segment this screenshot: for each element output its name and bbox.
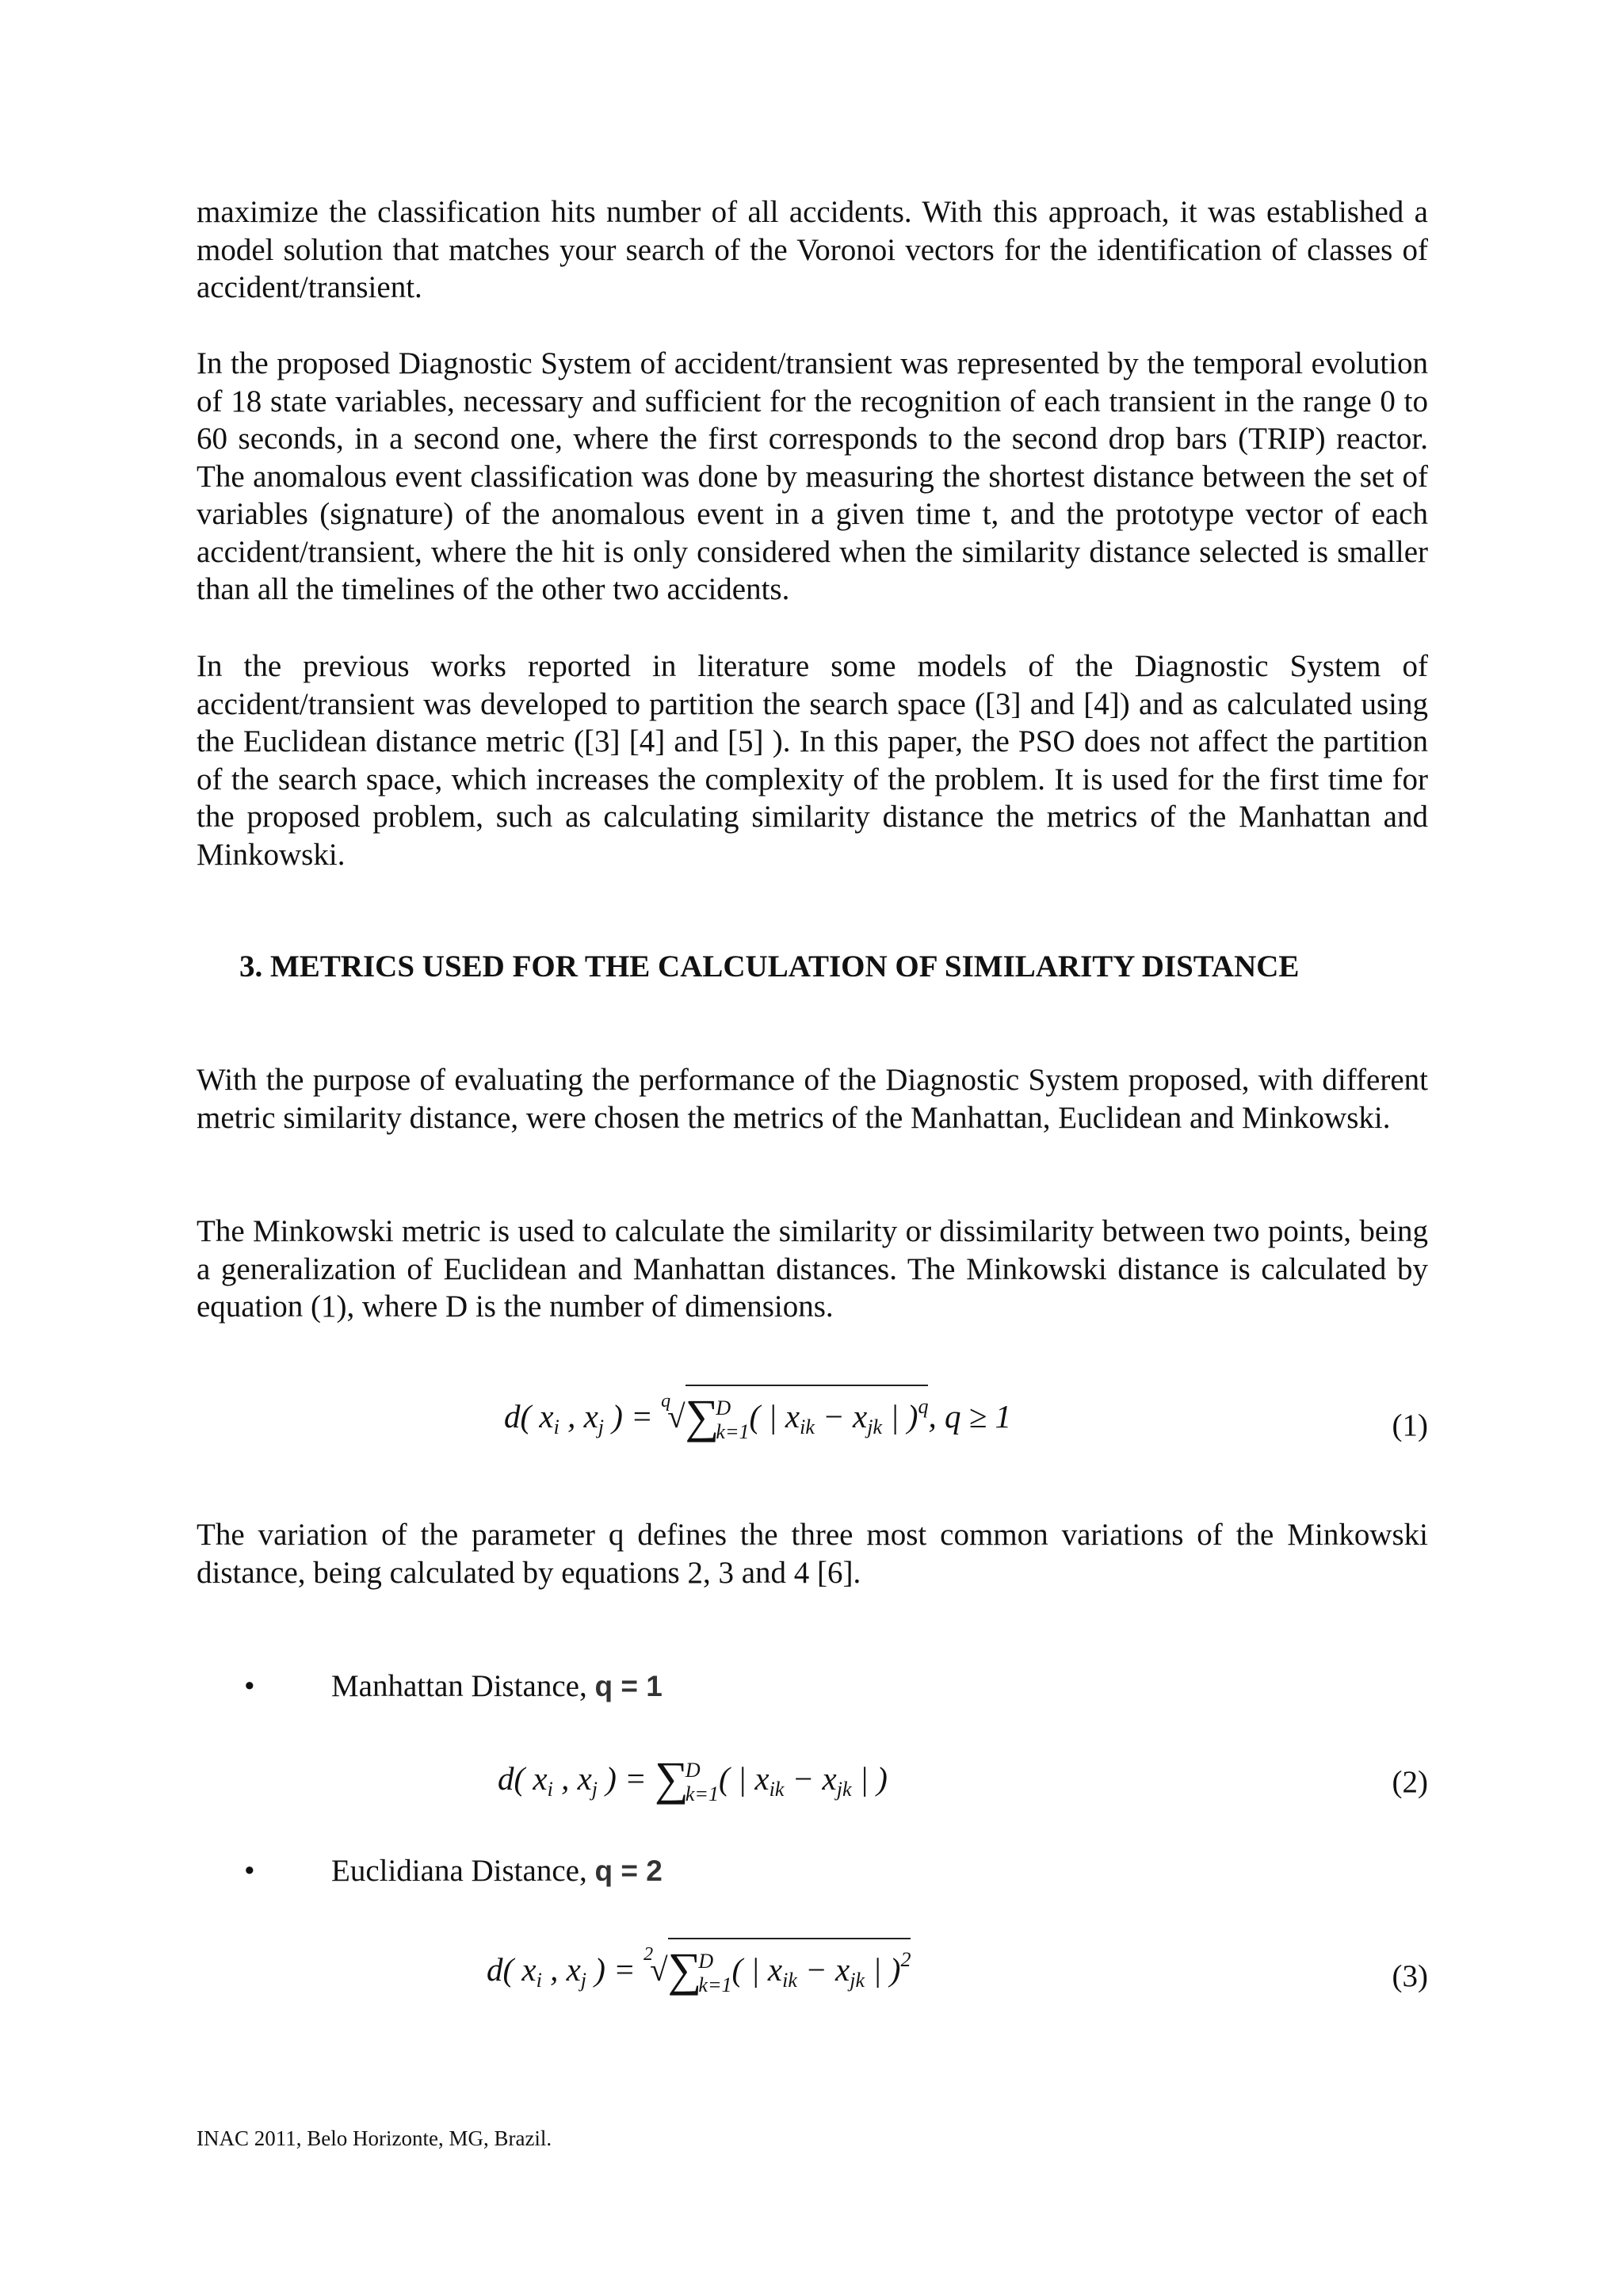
bullet-euclidean xyxy=(244,1853,663,1889)
page-footer: INAC 2011, Belo Horizonte, MG, Brazil. xyxy=(197,2126,552,2150)
equation-2-number: (2) xyxy=(1392,1765,1428,1799)
paragraph-1: maximize the classification hits number of all accidents. With this approach, it was established a model solution that matches your search of the Voronoi vectors for the identification of classes of accident/transient. xyxy=(197,195,1428,304)
bullet-dot-icon: • xyxy=(244,1854,255,1888)
equation-1-condition: , q ≥ 1 xyxy=(928,1398,1011,1435)
equation-1-number: (1) xyxy=(1392,1408,1428,1442)
section-paragraph-2: The Minkowski metric is used to calculate the similarity or dissimilarity between two points, being a generalization of Euclidean and Manhattan distances. The Minkowski distance is calculated by equation (1), where D is the number of dimensions. xyxy=(197,1214,1428,1324)
equation-3-number: (3) xyxy=(1392,1959,1428,1993)
bullet-euclidean-param: q = 2 xyxy=(594,1855,663,1887)
bullet-manhattan-label: Manhattan Distance, xyxy=(331,1669,595,1703)
section-heading: 3. METRICS USED FOR THE CALCULATION OF SIMILARITY DISTANCE xyxy=(239,949,1300,984)
section-paragraph-3: The variation of the parameter q defines the three most common variations of the Minkowski distance, being calculated by equations 2, 3 and 4 [6]. xyxy=(197,1518,1428,1590)
equation-2: d( $x_i$ , $x_j$ ) = ∑D k=1( | $x_{ik} - x_{jk}$ | ) xyxy=(498,1752,888,1805)
bullet-euclidean-label: Euclidiana Distance, xyxy=(331,1854,595,1888)
paragraph-3: In the previous works reported in literature some models of the Diagnostic System of accident/transient was developed to partition the search space ([3] and [4]) and as calculated using the Euclidean distance metric ([3] [4] and [5] ). In this paper, the PSO does not affect the partition of the search space, which increases the complexity of the problem. It is used for the first time for the proposed problem, such as calculating similarity distance the metrics of the Manhattan and Minkowski. xyxy=(197,649,1428,872)
equation-1: d( $x_i$ , $x_j$ ) = $^q$√∑D k=1( | $x_{ik} - x_{jk}$ | )$^q$, q ≥ 1 xyxy=(504,1385,1011,1444)
equation-3: d( $x_i$ , $x_j$ ) = $^2$√∑D k=1( | $x_{ik} - x_{jk}$ | )$^2$ xyxy=(487,1938,911,1997)
bullet-dot-icon: • xyxy=(244,1669,255,1703)
bullet-manhattan-param: q = 1 xyxy=(594,1670,663,1702)
paragraph-2: In the proposed Diagnostic System of accident/transient was represented by the temporal evolution of 18 state variables, necessary and sufficient for the recognition of each transient in the range 0 to 60 seconds, in a second one, where the first corresponds to the second drop bars (TRIP) reactor. The anomalous event classification was done by measuring the shortest distance between the set of variables (signature) of the anomalous event in a given time t, and the prototype vector of each accident/transient, where the hit is only considered when the similarity distance selected is smaller than all the timelines of the other two accidents. xyxy=(197,346,1428,606)
section-paragraph-1: With the purpose of evaluating the performance of the Diagnostic System proposed, with different metric similarity distance, were chosen the metrics of the Manhattan, Euclidean and Minkowski. xyxy=(197,1063,1428,1135)
bullet-manhattan xyxy=(244,1668,663,1704)
